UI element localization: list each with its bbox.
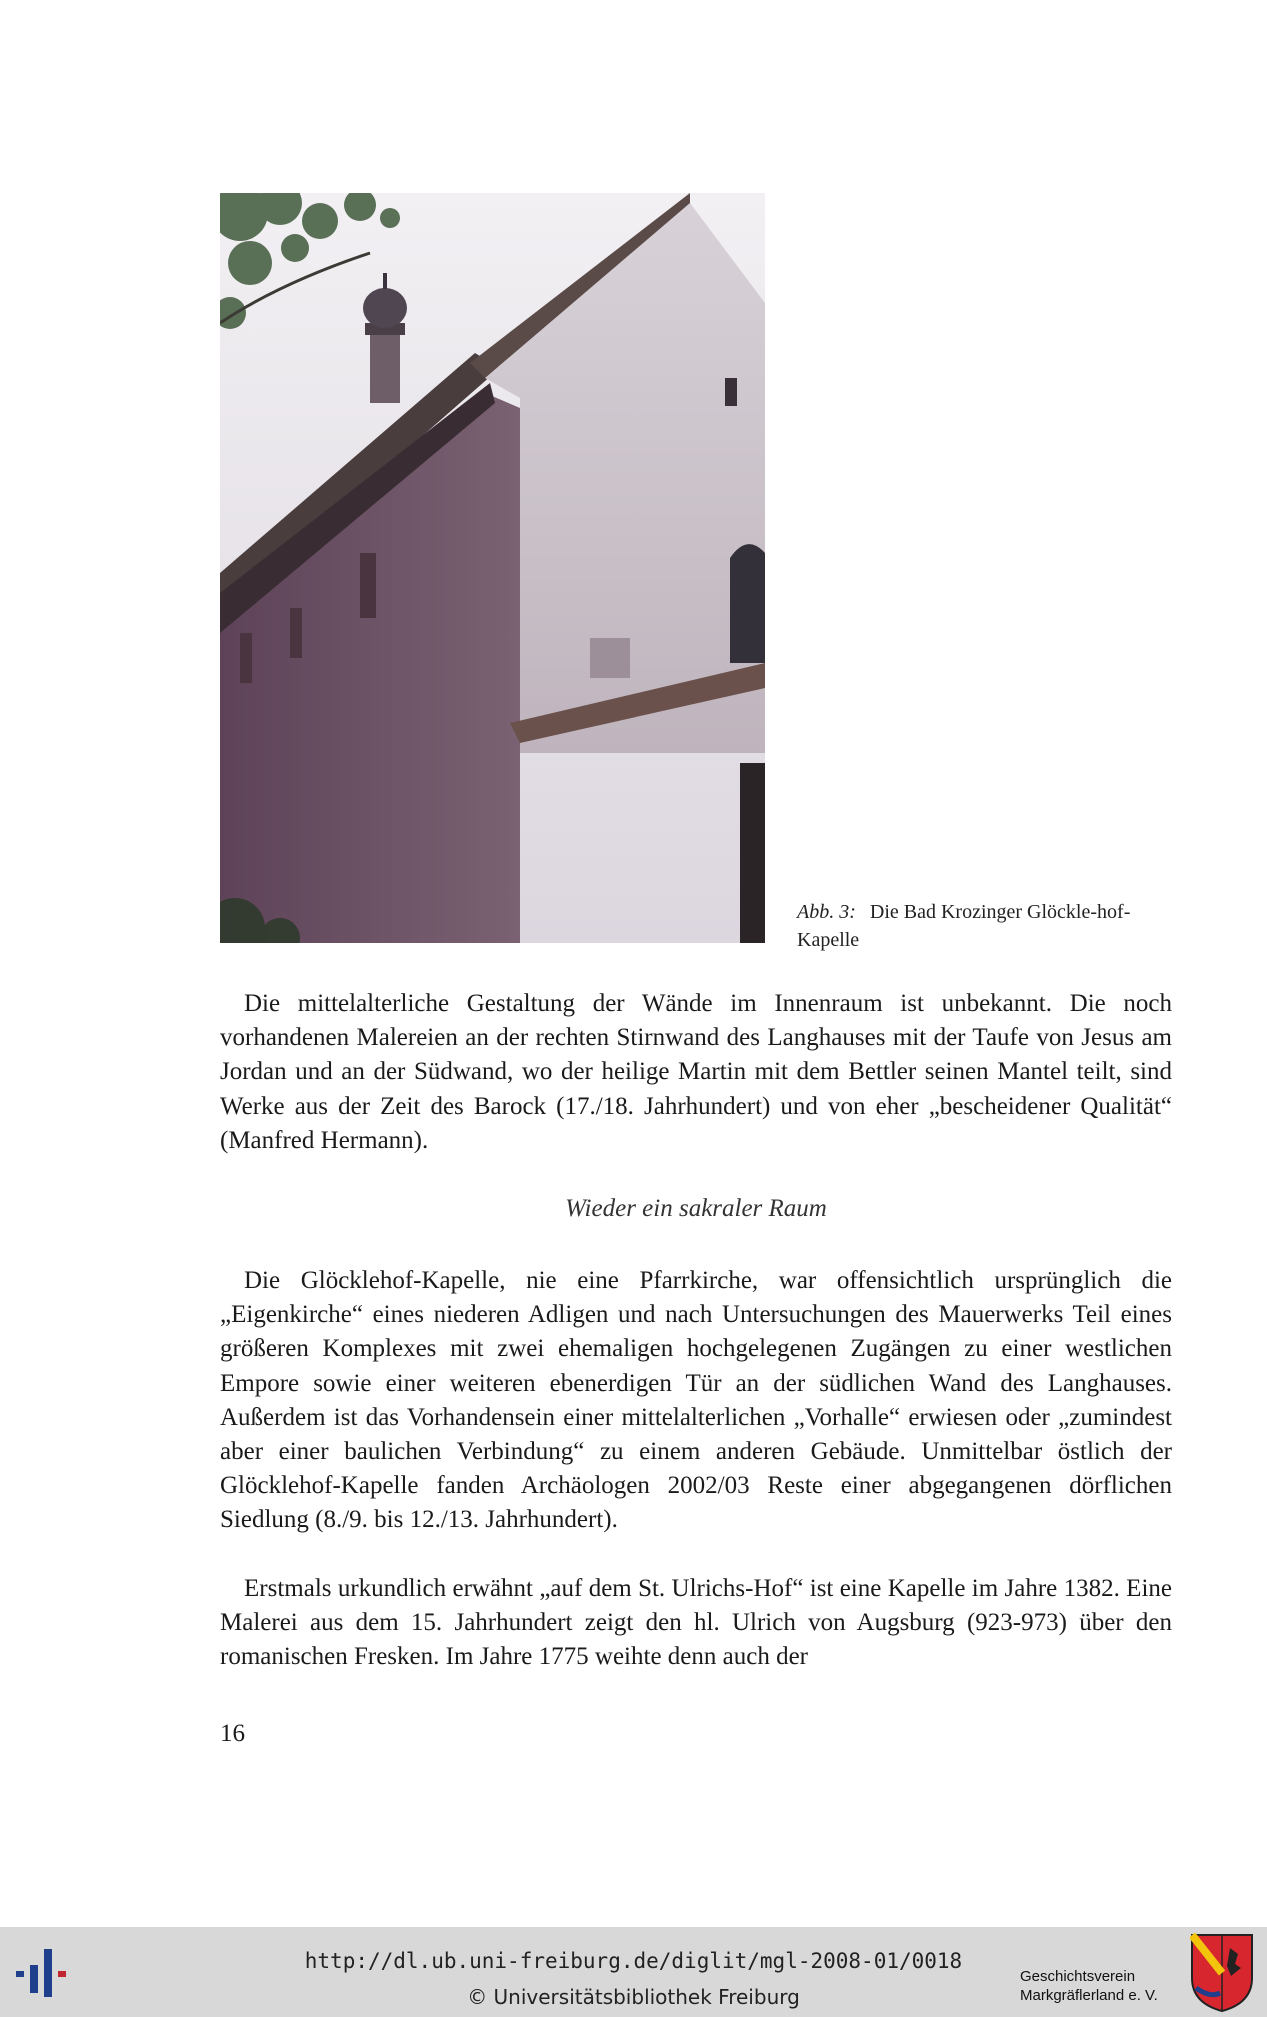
body-paragraph: Die mittelalterliche Gestaltung der Wände im Innenraum ist unbekannt. Die noch vorhandenen Malereien an der rechten Stirnwand des Langhauses mit der Taufe von Jesus am Jordan und an der Südwand, wo der heilige Martin mit dem Bettler seinen Mantel teilt, sind Werke aus der Zeit des Barock (17./18. Jahrhundert) und von eher „bescheidener Qualität“ (Manfred Hermann). [220, 990, 1172, 1154]
figure-caption [797, 898, 1177, 954]
body-paragraph: Die Glöcklehof-Kapelle, nie eine Pfarrkirche, war offensichtlich ursprünglich die „Eigenkirche“ eines niederen Adligen und nach Untersuchungen des Mauerwerks Teil eines größeren Komplexes mit zwei ehemaligen hochgelegenen Zugängen zu einer westlichen Empore sowie einer weiteren ebenerdigen Tür an der südlichen Wand des Langhauses. Außerdem ist das Vorhandensein einer mittelalterlichen „Vorhalle“ erwiesen oder „zumindest aber einer baulichen Verbindung“ zu einem anderen Gebäude. Unmittelbar östlich der Glöcklehof-Kapelle fanden Archäologen 2002/03 Reste einer abgegangenen dörflichen Siedlung (8./9. bis 12./13. Jahrhundert). [220, 1267, 1172, 1534]
body-paragraph: Erstmals urkundlich erwähnt „auf dem St. Ulrichs-Hof“ ist eine Kapelle im Jahre 1382. Eine Malerei aus dem 15. Jahrhundert zeigt den hl. Ulrich von Augsburg (923-973) über den romanischen Fresken. Im Jahre 1775 weihte denn auch der [220, 1575, 1172, 1671]
society-line-1: Geschichtsverein [1020, 1968, 1136, 1985]
chapel-photo [220, 193, 765, 943]
section-heading: Wieder ein sakraler Raum [565, 1195, 827, 1222]
society-name [1020, 1967, 1180, 2005]
figure-label: Abb. 3: [797, 901, 856, 923]
footer-bar [0, 1927, 1267, 2017]
footer-copyright: © Universitätsbibliothek Freiburg [467, 1985, 800, 2009]
footer-url[interactable]: http://dl.ub.uni-freiburg.de/diglit/mgl-2008-01/0018 [304, 1949, 963, 1973]
figure-caption-text: Die Bad Krozinger Glöckle-hof-Kapelle [797, 901, 1131, 951]
society-line-2: Markgräflerland e. V. [1020, 1987, 1158, 2004]
page-number: 16 [220, 1720, 245, 1747]
society-crest-icon [1190, 1933, 1254, 2013]
